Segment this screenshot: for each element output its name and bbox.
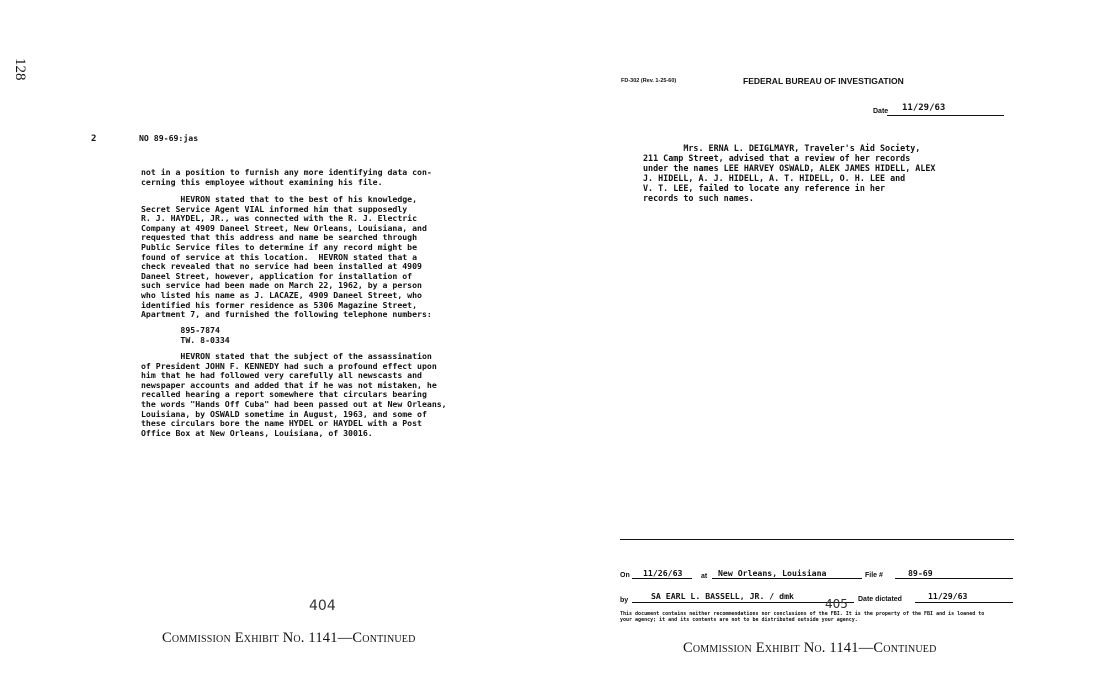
file-label: File # bbox=[865, 572, 883, 579]
agency-header: FEDERAL BUREAU OF INVESTIGATION bbox=[743, 76, 904, 86]
report-body: Mrs. ERNA L. DEIGLMAYR, Traveler's Aid Society, 211 Camp Street, advised that a review of her records under the names LEE HARVEY OSWALD, ALEK JAMES HIDELL, ALEX J. HIDELL, A. J. HIDELL, A. T. HIDELL, O. H. LEE and V. T. LEE, failed to locate any reference in her records to such names. bbox=[643, 143, 936, 203]
form-number: FD-302 (Rev. 1-25-60) bbox=[621, 78, 677, 84]
on-value: 11/26/63 bbox=[643, 568, 683, 578]
date-dictated-label: Date dictated bbox=[858, 596, 902, 603]
handwritten-page-number: 404 bbox=[309, 598, 336, 614]
at-label: at bbox=[701, 573, 708, 580]
handwritten-page-number: 405 bbox=[825, 597, 848, 611]
footer-divider bbox=[620, 539, 1014, 540]
exhibit-caption: Commission Exhibit No. 1141—Continued bbox=[683, 640, 937, 656]
by-value: SA EARL L. BASSELL, JR. / dmk bbox=[651, 591, 794, 601]
disclaimer-line: your agency; it and its contents are not to be distributed outside your agency. bbox=[620, 617, 858, 623]
on-label: On bbox=[620, 572, 630, 579]
at-value: New Orleans, Louisiana bbox=[718, 568, 827, 578]
date-label: Date bbox=[873, 108, 889, 115]
phone-numbers: 895-7874 TW. 8-0334 bbox=[180, 325, 230, 345]
exhibit-caption: Commission Exhibit No. 1141—Continued bbox=[162, 630, 416, 646]
body-paragraph: HEVRON stated that to the best of his knowledge, Secret Service Agent VIAL informed him that supposedly R. J. HAYDEL, JR., was connected with the R. J. Electric Company at 4909 Daneel Street, New Orleans, Louisiana, and requested that this address and name be searched through Public Service files to determine if any record might be found of service at this location. HEVRON stated that a check revealed that no service had been installed at 4909 Daneel Street, however, application for installation of such service had been made on March 22, 1962, by a person who listed his name as J. LACAZE, 4909 Daneel Street, who identified his former residence as 5306 Magazine Street, Apartment 7, and furnished the following telephone numbers: bbox=[141, 194, 432, 320]
file-reference: NO 89-69:jas bbox=[139, 133, 199, 143]
by-label: by bbox=[620, 597, 629, 604]
date-value: 11/29/63 bbox=[902, 103, 946, 113]
date-dictated-value: 11/29/63 bbox=[928, 591, 968, 601]
page-number: 128 bbox=[12, 58, 28, 81]
file-value: 89-69 bbox=[908, 568, 933, 578]
body-paragraph: HEVRON stated that the subject of the assassination of President JOHN F. KENNEDY had such a profound effect upon him that he had followed very carefully all newscasts and newspaper accounts and added that if he was not mistaken, he recalled hearing a report somewhere that circulars bearing the words "Hands Off Cuba" had been passed out at New Orleans, Louisiana, by OSWALD sometime in August, 1963, and some of these circulars bore the name HYDEL or HAYDEL with a Post Office Box at New Orleans, Louisiana, of 30016. bbox=[141, 351, 447, 438]
disclaimer-line: This document contains neither recommendations nor conclusions of the FBI. It is the property of the FBI and is loaned to bbox=[620, 611, 985, 617]
page-index: 2 bbox=[91, 134, 97, 144]
body-paragraph: not in a position to furnish any more identifying data con- cerning this employee without examining his file. bbox=[141, 167, 432, 187]
